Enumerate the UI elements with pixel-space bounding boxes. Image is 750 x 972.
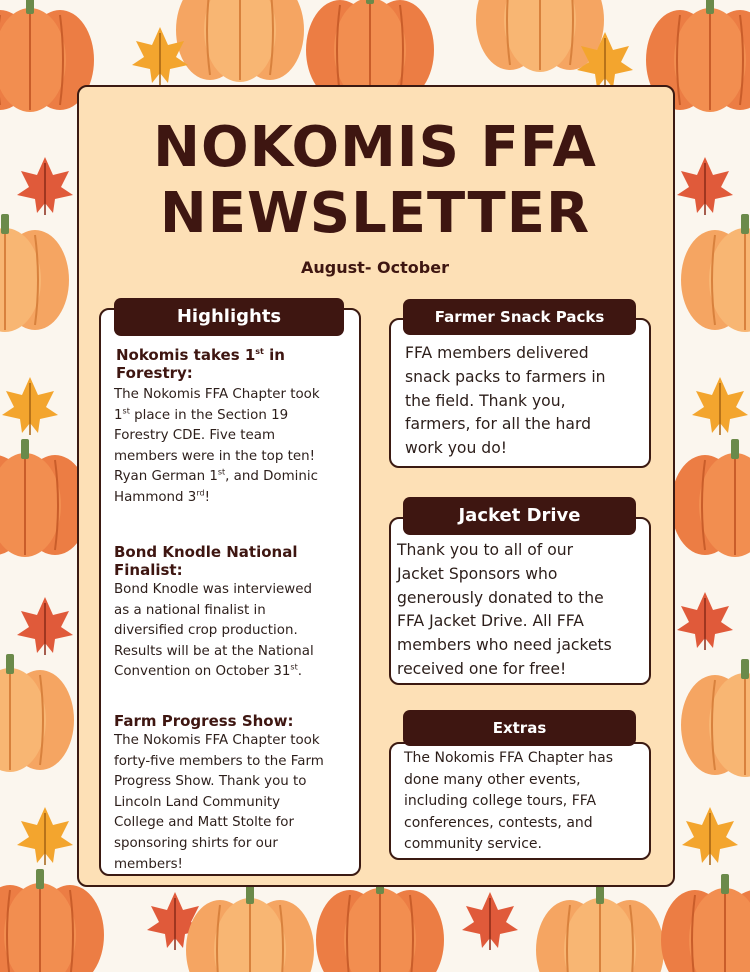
snack-packs-heading: Farmer Snack Packs — [403, 299, 636, 335]
extras-heading: Extras — [403, 710, 636, 746]
farm-progress-title: Farm Progress Show: — [114, 712, 294, 730]
bond-body: Bond Knodle was interviewed as a national finalist in diversified crop production. Results will be at the National Convention on October 31st. — [114, 582, 314, 680]
highlights-heading: Highlights — [114, 298, 344, 336]
forestry-title: Nokomis takes 1st in Forestry: — [116, 346, 285, 382]
snack-packs-body: FFA members delivered snack packs to farmers in the field. Thank you, farmers, for all the hard work you do! — [405, 344, 606, 458]
date-range-subtitle: August- October — [301, 258, 449, 277]
newsletter-title-line2: NEWSLETTER — [159, 181, 591, 246]
newsletter-title-line1: NOKOMIS FFA — [153, 115, 597, 180]
extras-body: The Nokomis FFA Chapter has done many other events, including college tours, FFA conferences, contests, and community service. — [404, 750, 613, 852]
bond-title: Bond Knodle National Finalist: — [114, 543, 298, 579]
jacket-drive-body: Thank you to all of our Jacket Sponsors who generously donated to the FFA Jacket Drive. All FFA members who need jackets received one for free! — [397, 541, 612, 678]
forestry-body: The Nokomis FFA Chapter took 1st place in the Section 19 Forestry CDE. Five team members were in the top ten! Ryan German 1st, and Dominic Hammond 3rd! — [114, 387, 320, 505]
farm-progress-body: The Nokomis FFA Chapter took forty-five members to the Farm Progress Show. Thank you to Lincoln Land Community College and Matt Stolte for sponsoring shirts for our members! — [114, 733, 324, 872]
jacket-drive-heading: Jacket Drive — [403, 497, 636, 535]
